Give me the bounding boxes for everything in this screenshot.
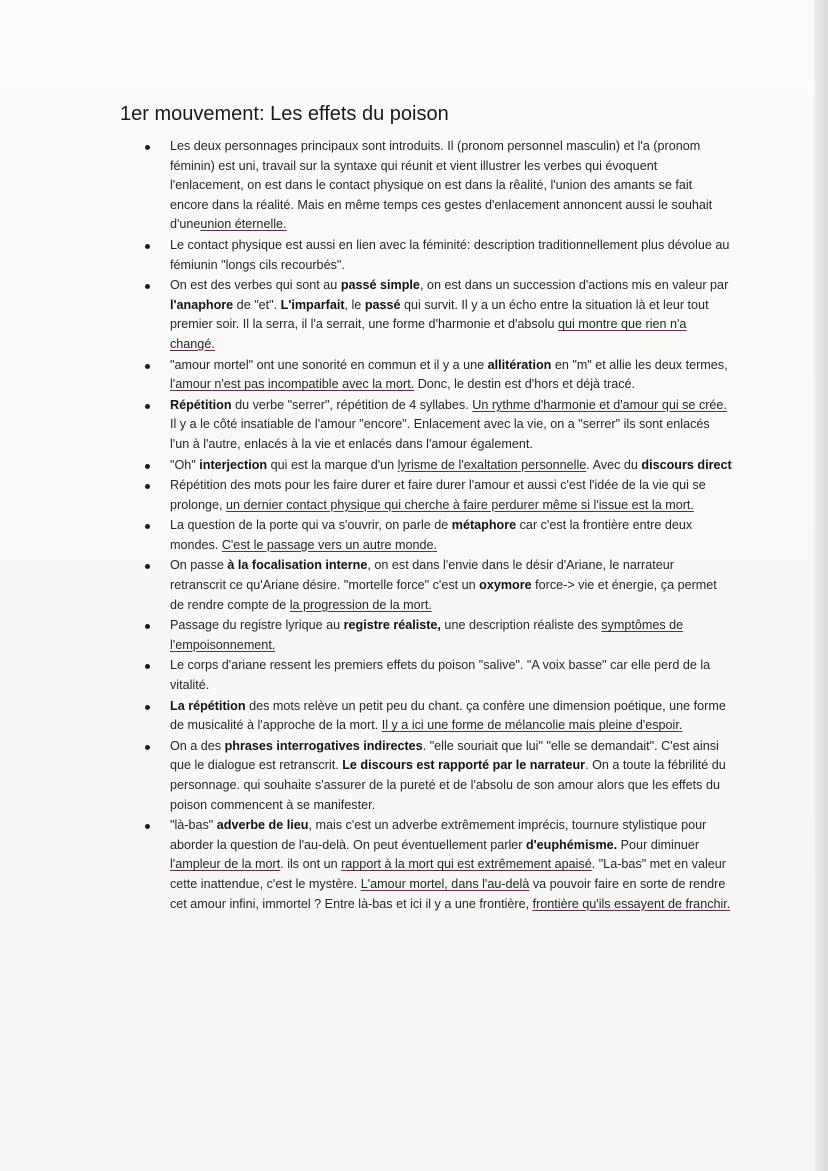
underlined-phrase: l'amour n'est pas incompatible avec la mort.	[170, 377, 415, 392]
bold-term: phrases interrogatives indirectes	[224, 738, 423, 753]
bullet-dot-icon	[145, 464, 150, 469]
bullet-dot-icon	[145, 484, 150, 489]
bullet-item	[142, 556, 732, 615]
underlined-phrase: union éternelle.	[200, 217, 287, 232]
bullet-item	[142, 276, 732, 354]
text-segment: du verbe "serrer", répétition de 4 syllabes.	[231, 397, 473, 412]
bullet-dot-icon	[145, 284, 150, 289]
underlined-phrase: lyrisme de l'exaltation personnelle	[397, 457, 587, 472]
text-segment: Donc, le destin est d'hors et déjà tracé.	[414, 377, 636, 392]
text-segment: Passage du registre lyrique au	[170, 618, 344, 633]
text-segment: force-> vie et énergie, ça permet de rendre compte de	[170, 578, 717, 612]
text-segment: en "m" et allie les deux termes,	[551, 357, 728, 372]
underlined-phrase: L'amour mortel, dans l'au-delà	[360, 876, 530, 891]
underlined-phrase: qui montre que rien n'a changé.	[170, 317, 687, 351]
section-heading: 1er mouvement: Les effets du poison	[120, 103, 449, 125]
bold-term: interjection	[199, 457, 268, 472]
text-segment: "amour mortel" ont une sonorité en commun et il y a une	[170, 357, 488, 372]
text-segment: Répétition des mots pour les faire durer et faire durer l'amour et aussi c'est l'idée de la vie qui se prolonge,	[170, 478, 706, 512]
bullet-list	[142, 137, 732, 915]
bold-term: métaphore	[451, 518, 517, 533]
underlined-phrase: C'est le passage vers un autre monde.	[221, 537, 438, 552]
text-segment: qui est la marque d'un	[267, 457, 398, 472]
bullet-item	[142, 456, 732, 476]
underlined-phrase: la progression de la mort.	[289, 597, 432, 612]
bold-term: passé simple	[340, 278, 420, 293]
bullet-dot-icon	[145, 745, 150, 750]
bullet-dot-icon	[145, 624, 150, 629]
text-segment: . "elle souriait que lui" "elle se demandait". C'est ainsi que le dialogue est retranscrit.	[170, 738, 719, 773]
text-segment: qui survit. Il y a un écho entre la situation là et leur tout premier soir. Il la serra, il l'a serrait, une forme d'harmonie et d'absolu	[170, 297, 709, 332]
bullet-dot-icon	[145, 824, 150, 829]
bullet-dot-icon	[145, 664, 150, 669]
bold-term: d'euphémisme.	[525, 837, 618, 852]
text-segment: , le	[344, 297, 365, 312]
bold-term: La répétition	[170, 698, 246, 713]
bullet-dot-icon	[145, 564, 150, 569]
underlined-phrase: Il y a ici une forme de mélancolie mais pleine d'espoir.	[381, 718, 683, 733]
bold-term: à la focalisation interne	[227, 558, 368, 573]
bullet-item	[142, 356, 732, 395]
text-segment: Pour diminuer	[617, 837, 700, 852]
text-segment: . Avec du	[586, 457, 642, 472]
bold-term: adverbe de lieu	[216, 818, 309, 833]
text-segment: . "La-bas" met en valeur cette inattendue, c'est le mystère.	[170, 857, 726, 891]
text-segment: La question de la porte qui va s'ouvrir, on parle de	[170, 518, 452, 533]
bullet-item	[142, 236, 732, 275]
underlined-phrase: un dernier contact physique qui cherche à faire perdurer même si l'issue est la mort.	[226, 497, 694, 512]
bullet-dot-icon	[145, 404, 150, 409]
text-segment: "là-bas"	[170, 818, 217, 833]
bullet-item	[142, 816, 732, 914]
bold-term: discours direct	[641, 457, 732, 472]
bullet-item	[142, 697, 732, 736]
bullet-item	[142, 396, 732, 455]
text-segment: une description réaliste des	[440, 618, 602, 633]
text-segment: car c'est la frontière entre deux mondes.	[170, 518, 693, 552]
bullet-dot-icon	[145, 145, 150, 150]
bullet-dot-icon	[145, 705, 150, 710]
bold-term: Le discours est rapporté par le narrateur	[342, 758, 586, 773]
text-segment: , on est dans l'envie dans le désir d'Ariane, le narrateur retranscrit ce qu'Ariane désire. "mortelle force" c'est un	[170, 558, 674, 593]
text-segment: , on est dans un succession d'actions mis en valeur par	[419, 278, 729, 293]
text-segment: Il y a le côté insatiable de l'amour "encore". Enlacement avec la vie, on a "serrer" ils sont enlacés l'un à l'autre, enlacés à la vie et enlacés dans l'amour également.	[170, 417, 710, 451]
bold-term: l'anaphore	[170, 297, 234, 312]
text-segment: Le contact physique est aussi en lien avec la féminité: description traditionnellement plus dévolue au fémiunin "longs cils recourbés".	[170, 237, 730, 272]
bullet-item	[142, 516, 732, 555]
text-segment: des mots relève un petit peu du chant. ça confère une dimension poétique, une forme de musicalité à l'approche de la mort.	[170, 698, 726, 733]
bullet-dot-icon	[145, 524, 150, 529]
text-segment: . ils ont un	[280, 857, 342, 872]
bold-term: allitération	[487, 357, 552, 372]
text-segment: Le corps d'ariane ressent les premiers effets du poison "salive". "A voix basse" car elle perd de la vitalité.	[170, 658, 711, 693]
text-segment: On a des	[170, 738, 225, 753]
text-segment: , mais c'est un adverbe extrêmement imprécis, tournure stylistique pour aborder la question de l'au-delà. On peut éventuellement parler	[170, 818, 707, 852]
text-segment: On est des verbes qui sont au	[170, 278, 341, 293]
underlined-phrase: l'ampleur de la mort	[170, 857, 281, 872]
text-segment: . On a toute la fébrilité du personnage. qui souhaite s'assurer de la pureté et de l'absolu de son amour alors que les effets du poison commencent à se manifester.	[170, 758, 726, 812]
bullet-item	[142, 137, 732, 235]
bullet-item	[142, 616, 732, 655]
bold-term: L'imparfait	[280, 297, 345, 312]
text-segment: "Oh"	[170, 457, 200, 472]
bullet-item	[142, 656, 732, 695]
bullet-item	[142, 476, 732, 515]
bold-term: Répétition	[170, 397, 232, 412]
bullet-dot-icon	[145, 364, 150, 369]
underlined-phrase: rapport à la mort qui est extrêmement apaisé	[341, 857, 592, 872]
bold-term: passé	[364, 297, 401, 312]
underlined-phrase: symptômes de l'empoisonnement.	[170, 618, 684, 652]
underlined-phrase: frontière qu'ils essayent de franchir.	[532, 896, 731, 911]
bullet-dot-icon	[145, 244, 150, 249]
text-segment: Les deux personnages principaux sont introduits. Il (pronom personnel masculin) et l'a (pronom féminin) est uni, travail sur la syntaxe qui réunit et vient illustrer les verbes qui évoquent l'enlacement, on est dans le contact physique on est dans la rêalité, l'union des amants se fait encore dans la réalité. Mais en même temps ces gestes d'enlacement annoncent aussi le souhait d'une	[170, 139, 713, 232]
bold-term: registre réaliste,	[343, 618, 441, 633]
bold-term: oxymore	[479, 578, 532, 593]
text-segment: de "et".	[233, 297, 281, 312]
bullet-item	[142, 737, 732, 815]
page-edge-shadow	[814, 0, 828, 1171]
text-segment: va pouvoir faire en sorte de rendre cet amour infini, immortel ? Entre là-bas et ici il y a une frontière,	[170, 876, 726, 911]
underlined-phrase: Un rythme d'harmonie et d'amour qui se crée.	[472, 397, 727, 412]
text-segment: On passe	[170, 558, 228, 573]
